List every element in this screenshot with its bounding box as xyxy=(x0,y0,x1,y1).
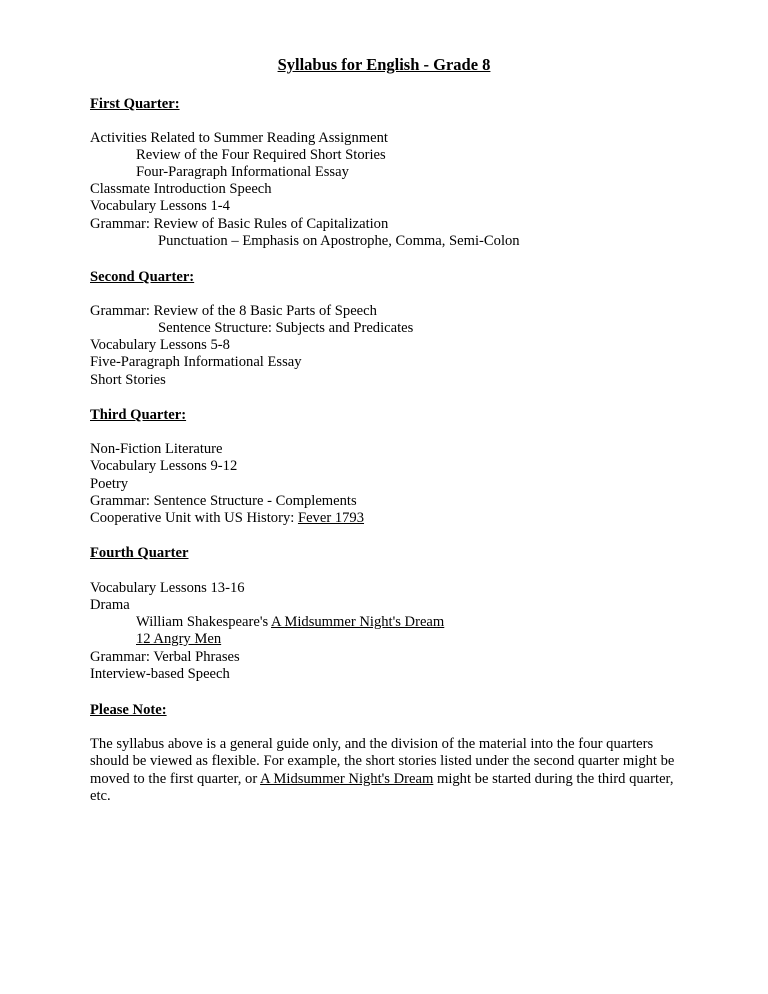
list-item: Grammar: Review of the 8 Basic Parts of Speech xyxy=(90,303,377,319)
list-item: Classmate Introduction Speech xyxy=(90,181,272,197)
list-item: Grammar: Sentence Structure - Complements xyxy=(90,493,357,509)
list-item: Grammar: Review of Basic Rules of Capitalization xyxy=(90,216,389,232)
list-item: Sentence Structure: Subjects and Predicates xyxy=(158,320,414,336)
list-item: Four-Paragraph Informational Essay xyxy=(136,164,349,180)
list-item xyxy=(136,631,221,648)
note-text: The syllabus above is a general guide only, and the division of the material into the four quarters should be viewed as flexible. For example, the short stories listed under the second quarter might be moved to the first quarter, or xyxy=(90,736,675,787)
list-item: Vocabulary Lessons 13-16 xyxy=(90,580,245,596)
list-item xyxy=(136,614,444,631)
list-item: Punctuation – Emphasis on Apostrophe, Comma, Semi-Colon xyxy=(158,233,520,249)
list-item: Vocabulary Lessons 5-8 xyxy=(90,337,230,353)
list-item: Review of the Four Required Short Stories xyxy=(136,147,386,163)
book-title: Fever 1793 xyxy=(297,510,365,526)
list-item: Non-Fiction Literature xyxy=(90,441,223,457)
list-item xyxy=(90,510,364,527)
list-item: Grammar: Verbal Phrases xyxy=(90,649,240,665)
list-item: Five-Paragraph Informational Essay xyxy=(90,354,302,370)
list-item: Vocabulary Lessons 1-4 xyxy=(90,198,230,214)
first-quarter-heading: First Quarter: xyxy=(90,96,180,112)
list-item: Drama xyxy=(90,597,130,613)
list-item: Poetry xyxy=(90,476,129,492)
page-title: Syllabus for English - Grade 8 xyxy=(277,55,491,74)
list-item: Short Stories xyxy=(90,372,166,388)
note-paragraph xyxy=(90,736,690,805)
play-author-label: William Shakespeare's xyxy=(136,614,271,630)
book-title: 12 Angry Men xyxy=(136,631,222,647)
list-item: Activities Related to Summer Reading Assignment xyxy=(90,130,388,146)
list-item: Interview-based Speech xyxy=(90,666,230,682)
note-heading: Please Note: xyxy=(90,702,167,718)
coop-unit-label: Cooperative Unit with US History: xyxy=(90,510,298,526)
book-title: A Midsummer Night's Dream xyxy=(260,770,434,787)
note-text: might be started during the third quarter, etc. xyxy=(90,770,674,804)
third-quarter-heading: Third Quarter: xyxy=(90,407,187,423)
second-quarter-heading: Second Quarter: xyxy=(90,269,195,285)
fourth-quarter-heading: Fourth Quarter xyxy=(90,545,189,561)
book-title: A Midsummer Night's Dream xyxy=(270,614,445,630)
list-item: Vocabulary Lessons 9-12 xyxy=(90,458,238,474)
